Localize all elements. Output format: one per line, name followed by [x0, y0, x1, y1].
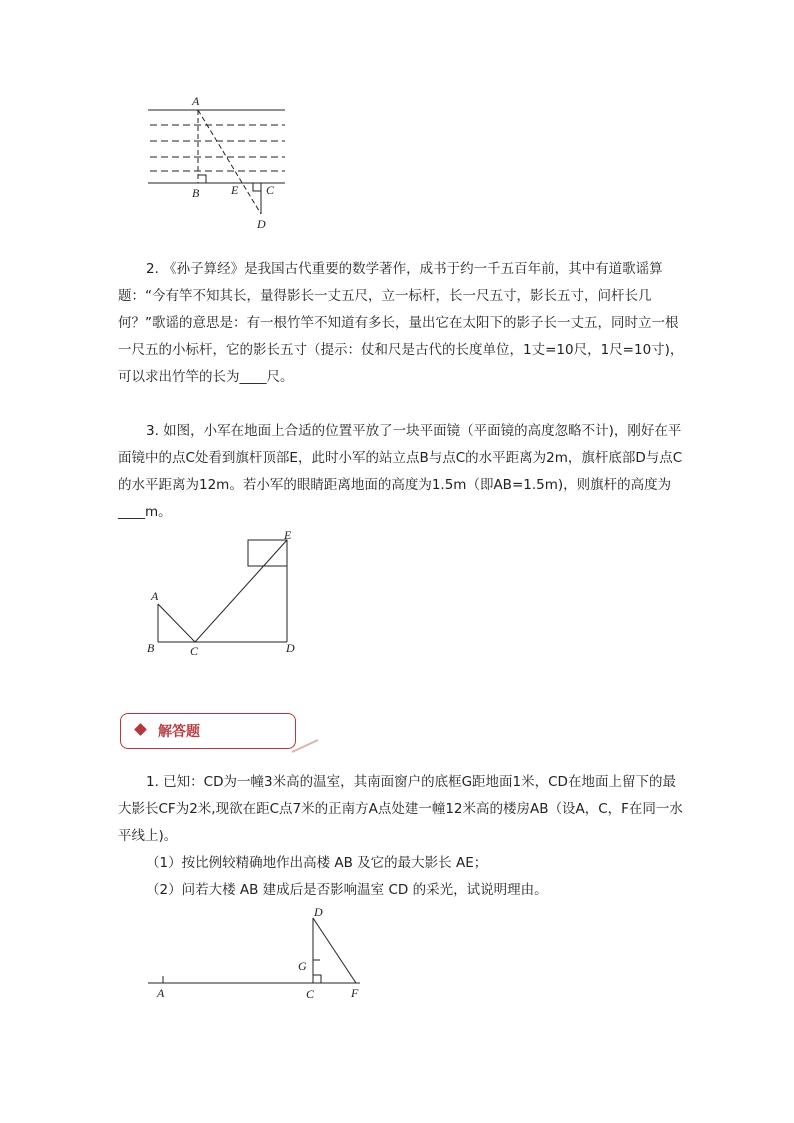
label-d: D: [286, 641, 295, 655]
label-e: E: [284, 528, 292, 542]
problem-1-part-1: （1）按比例较精确地作出高楼 AB 及它的最大影长 AE；: [146, 855, 488, 871]
section-title: 解答题: [158, 724, 200, 740]
label-a: A: [151, 589, 159, 603]
question-3: 3. 如图，小军在地面上合适的位置平放了一块平面镜（平面镜的高度忽略不计)，刚好在平面镜中的点C处看到旗杆顶部E，此时小军的站立点B与点C的水平距离为2m，旗杆底部D与点C的水平距离为12m。若小军的眼睛距离地面的高度为1.5m（即AB=1.5m)，则旗杆的高度为____m。: [118, 423, 683, 520]
label-d: D: [314, 905, 323, 919]
problem-1-part-2: （2）问若大楼 AB 建成后是否影响温室 CD 的采光，试说明理由。: [146, 882, 548, 898]
label-c: C: [306, 987, 315, 1001]
label-d: D: [257, 217, 266, 231]
segment-df: [313, 918, 356, 983]
question-2: 2. 《孙子算经》是我国古代重要的数学著作，成书于约一千五百年前，其中有道歌谣算题：“今有竿不知其长，量得影长一丈五尺，立一标杆，长一尺五寸，影长五寸，问杆长几何？”歌谣的意思是：有一根竹竿不知道有多长，量出它在太阳下的影子长一丈五，同时立一根一尺五的小标杆，它的影长五寸（提示：仗和尺是古代的长度单位，1丈=10尺，1尺=10寸)，可以求出竹竿的长为____尺。: [118, 261, 684, 385]
label-b: B: [192, 186, 200, 200]
label-a: A: [192, 94, 200, 108]
problem-1: 1. 已知：CD为一幢3米高的温室，其南面窗户的底框G距地面1米，CD在地面上留下的最大影长CF为2米,现欲在距C点7米的正南方A点处建一幢12米高的楼房AB（设A，C，F在同一水平线上)。: [118, 774, 683, 844]
label-f: F: [351, 986, 359, 1000]
label-a: A: [157, 986, 165, 1000]
label-c: C: [190, 644, 199, 658]
label-g: G: [298, 959, 307, 973]
label-c: C: [266, 183, 275, 197]
label-e: E: [231, 183, 239, 197]
label-b: B: [147, 641, 155, 655]
